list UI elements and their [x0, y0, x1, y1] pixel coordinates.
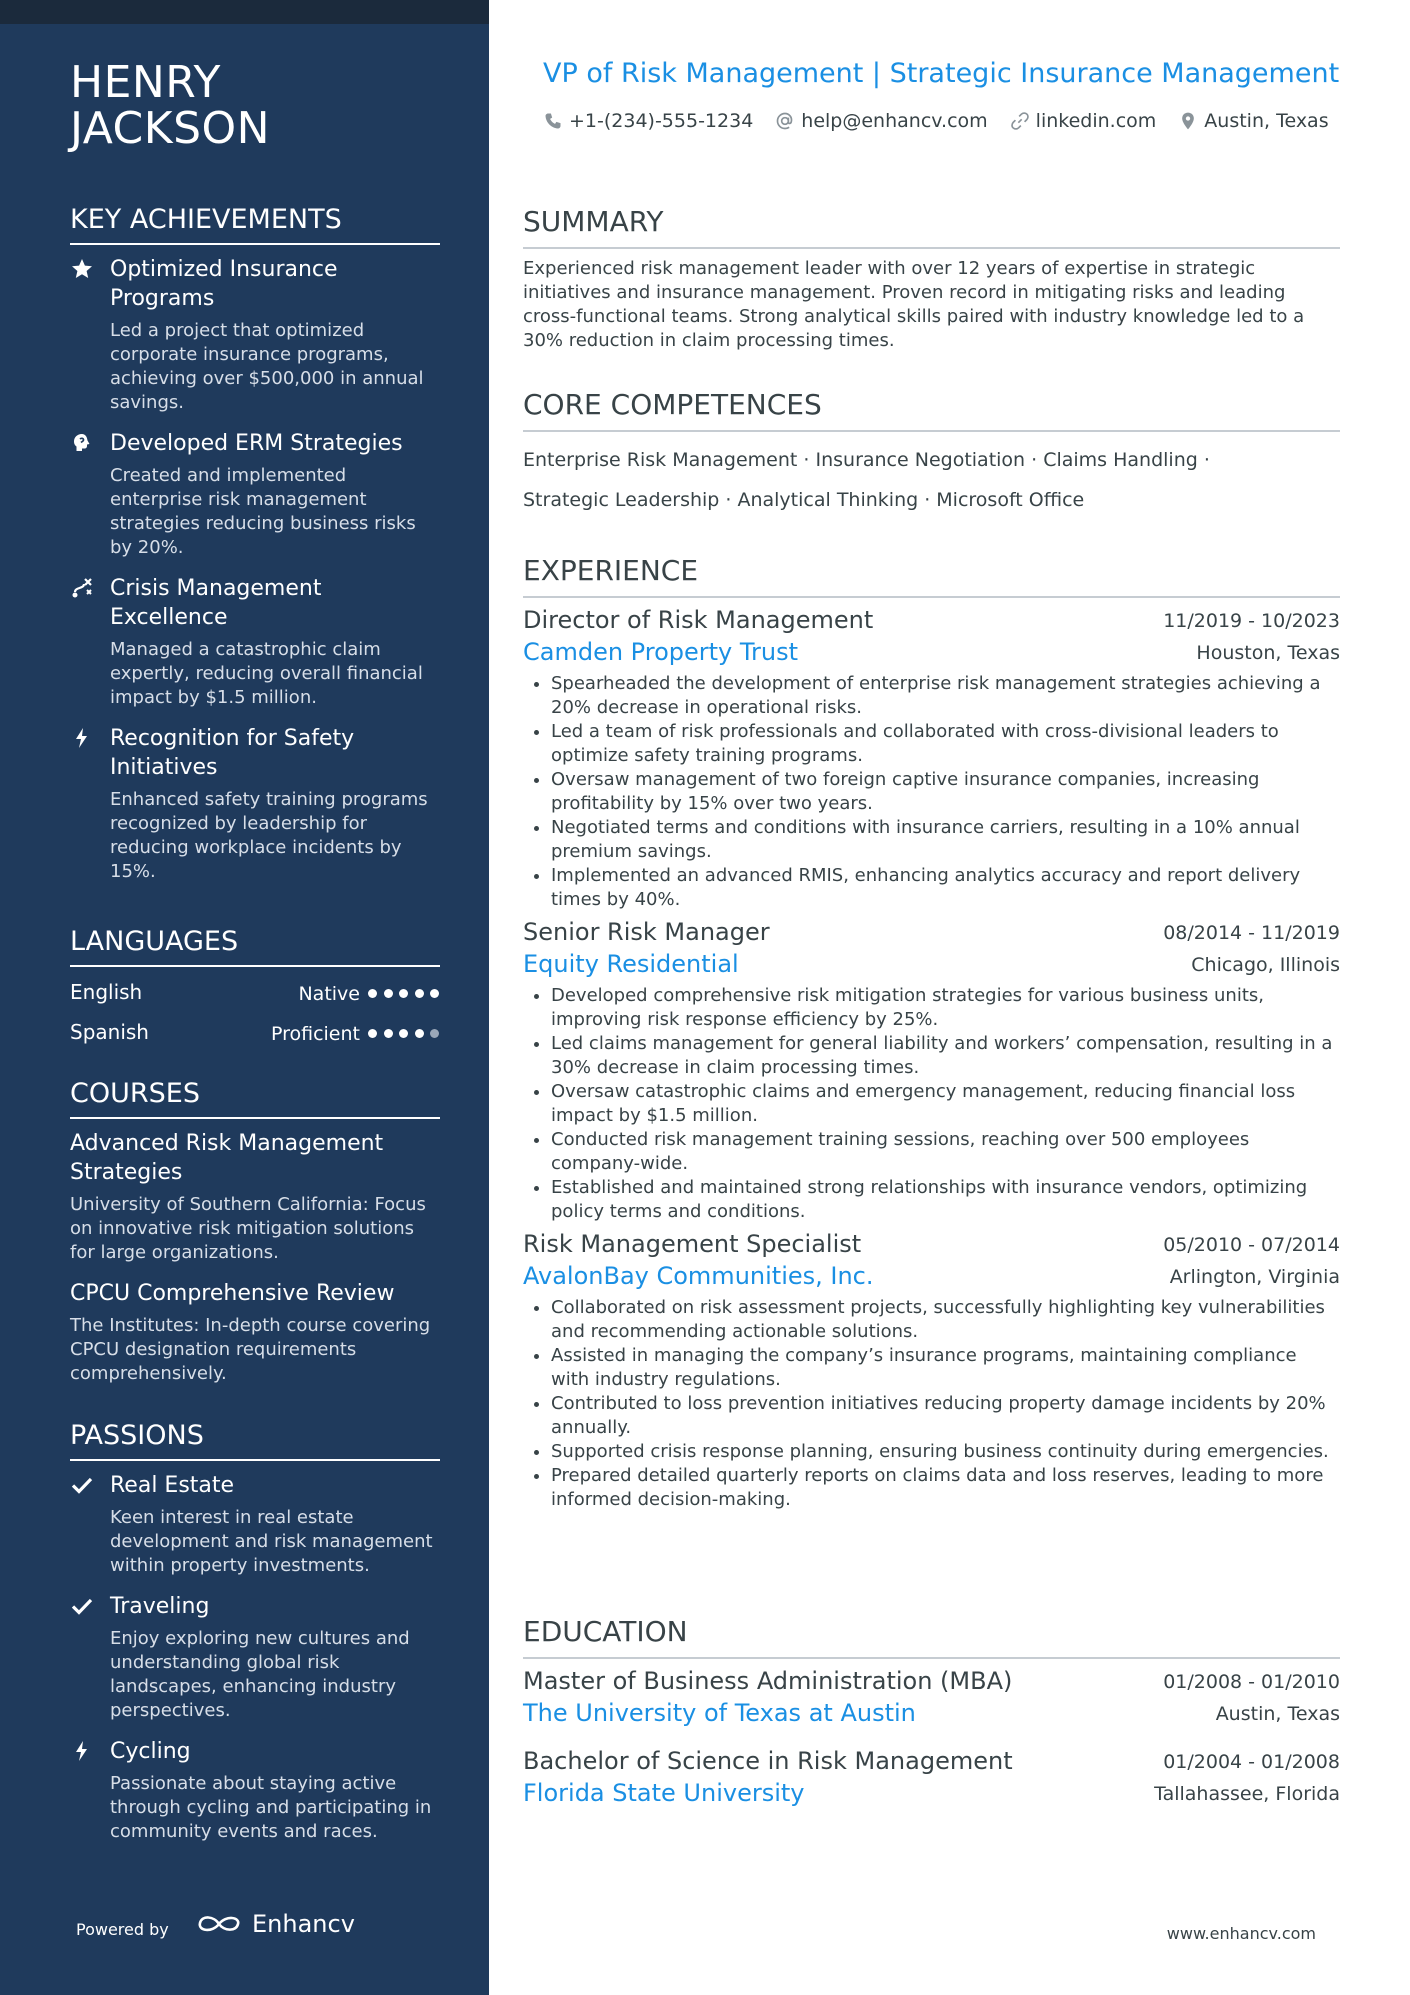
skills-line: Strategic Leadership · Analytical Thinking · Microsoft Office: [523, 489, 1085, 511]
powered-by-label: Powered by: [76, 1920, 169, 1939]
link-icon: [1010, 111, 1030, 131]
contact-bar: [543, 110, 1351, 132]
footer-url[interactable]: www.enhancv.com: [1166, 1924, 1316, 1943]
location-text: Austin, Texas: [1204, 110, 1329, 132]
education-location: Tallahassee, Florida: [1154, 1783, 1340, 1805]
route-icon: [70, 576, 94, 600]
proficiency-dot: [399, 989, 408, 998]
job-entry: [523, 1230, 1340, 1512]
proficiency-dot: [384, 1029, 393, 1038]
job-bullet: • Prepared detailed quarterly reports on claims data and loss reserves, leading to more informed decision-making.: [551, 1464, 1340, 1512]
proficiency-dot: [430, 1029, 439, 1038]
education-header: [523, 1747, 1340, 1779]
proficiency-dot: [384, 989, 393, 998]
passion-title: Traveling: [110, 1594, 210, 1619]
achievement-desc: Led a project that optimized corporate insurance programs, achieving over $500,000 in annual savings.: [110, 320, 424, 413]
achievement-title: Developed ERM Strategies: [110, 431, 403, 456]
job-entry: [523, 918, 1340, 1224]
job-bullet: • Conducted risk management training sessions, reaching over 500 employees company-wide.: [551, 1128, 1340, 1176]
proficiency-dots: [368, 1029, 440, 1039]
school: Florida State University: [523, 1779, 805, 1807]
school: The University of Texas at Austin: [523, 1699, 916, 1727]
passions-section: [70, 1419, 440, 1858]
proficiency-dot: [399, 1029, 408, 1038]
proficiency-dot: [430, 989, 439, 998]
passion-item: [70, 1471, 440, 1578]
contact-phone[interactable]: [543, 110, 753, 132]
first-name: HENRY: [70, 57, 221, 108]
job-role: Senior Risk Manager: [523, 918, 770, 946]
check-icon: [70, 1473, 94, 1497]
proficiency-dots: [368, 989, 440, 999]
job-subheader: [523, 1262, 1340, 1294]
job-location: Chicago, Illinois: [1191, 954, 1340, 976]
job-bullet: • Led a team of risk professionals and collaborated with cross-divisional leaders to optimize safety training programs.: [551, 720, 1340, 768]
course-desc: University of Southern California: Focus on innovative risk mitigation solutions for large organizations.: [70, 1194, 426, 1263]
job-bullet: • Developed comprehensive risk mitigation strategies for various business units, improving risk response efficiency by 25%.: [551, 984, 1340, 1032]
passion-desc: Keen interest in real estate development and risk management within property investments.: [110, 1507, 433, 1576]
language-row: [70, 1017, 440, 1057]
language-row: [70, 977, 440, 1017]
job-header: [523, 1230, 1340, 1262]
passion-desc: Passionate about staying active through cycling and participating in community events and races.: [110, 1773, 432, 1842]
course-title: CPCU Comprehensive Review: [70, 1281, 395, 1306]
sidebar: [0, 0, 489, 1995]
language-level: Proficient: [270, 1023, 360, 1045]
course-title: Advanced Risk Management Strategies: [70, 1131, 384, 1185]
degree: Master of Business Administration (MBA): [523, 1667, 1013, 1695]
job-role: Director of Risk Management: [523, 606, 874, 634]
language-level: Native: [298, 983, 360, 1005]
contact-location: [1178, 110, 1328, 132]
languages-title: LANGUAGES: [70, 925, 440, 967]
lightning-icon: [70, 726, 94, 750]
job-bullet: • Spearheaded the development of enterprise risk management strategies achieving a 20% decrease in operational risks.: [551, 672, 1340, 720]
achievement-desc: Created and implemented enterprise risk management strategies reducing business risks by 20%.: [110, 465, 416, 558]
candidate-name: [70, 57, 450, 154]
proficiency-dot: [415, 989, 424, 998]
job-bullet: • Collaborated on risk assessment projects, successfully highlighting key vulnerabilities and recommending actionable solutions.: [551, 1296, 1340, 1344]
education-dates: 01/2008 - 01/2010: [1163, 1671, 1340, 1693]
job-entry: [523, 606, 1340, 912]
achievements-section: [70, 203, 440, 898]
phone-icon: [543, 111, 563, 131]
brand-name: Enhancv: [252, 1910, 355, 1938]
education-subheader: [523, 1779, 1340, 1811]
achievement-item: [70, 724, 440, 884]
courses-title: COURSES: [70, 1077, 440, 1119]
education-section: [523, 1615, 1340, 1811]
lightning-icon: [70, 1739, 94, 1763]
job-company: Camden Property Trust: [523, 638, 798, 666]
course-desc: The Institutes: In-depth course covering CPCU designation requirements comprehensively.: [70, 1315, 431, 1384]
job-bullet: • Negotiated terms and conditions with insurance carriers, resulting in a 10% annual premium savings.: [551, 816, 1340, 864]
job-location: Houston, Texas: [1196, 642, 1340, 664]
achievement-title: Optimized Insurance Programs: [110, 257, 338, 311]
education-header: [523, 1667, 1340, 1699]
passion-desc: Enjoy exploring new cultures and understanding global risk landscapes, enhancing industry perspectives.: [110, 1628, 410, 1721]
phone-text: +1-(234)-555-1234: [569, 110, 754, 132]
summary-title: SUMMARY: [523, 205, 1340, 249]
degree: Bachelor of Science in Risk Management: [523, 1747, 1013, 1775]
job-bullets: [523, 1296, 1340, 1512]
competences-section: [523, 388, 1340, 520]
job-bullet: • Oversaw management of two foreign captive insurance companies, increasing profitability by 15% over two years.: [551, 768, 1340, 816]
proficiency-dot: [415, 1029, 424, 1038]
education-dates: 01/2004 - 01/2008: [1163, 1751, 1340, 1773]
check-icon: [70, 1594, 94, 1618]
job-subheader: [523, 638, 1340, 670]
infinity-logo-icon: [196, 1911, 242, 1937]
brain-icon: [70, 431, 94, 455]
job-bullet: • Supported crisis response planning, ensuring business continuity during emergencies.: [551, 1440, 1340, 1464]
job-bullet: • Established and maintained strong relationships with insurance vendors, optimizing policy terms and conditions.: [551, 1176, 1340, 1224]
summary-section: [523, 205, 1340, 353]
achievements-title: KEY ACHIEVEMENTS: [70, 203, 440, 245]
languages-section: [70, 925, 440, 1057]
experience-title: EXPERIENCE: [523, 554, 1340, 598]
job-bullets: [523, 984, 1340, 1224]
job-bullet: • Contributed to loss prevention initiatives reducing property damage incidents by 20% annually.: [551, 1392, 1340, 1440]
job-bullet: • Implemented an advanced RMIS, enhancing analytics accuracy and report delivery times by 40%.: [551, 864, 1340, 912]
location-pin-icon: [1178, 111, 1198, 131]
job-subheader: [523, 950, 1340, 982]
language-name: English: [70, 980, 143, 1004]
job-bullet: • Led claims management for general liability and workers’ compensation, resulting in a 30% decrease in claim processing times.: [551, 1032, 1340, 1080]
education-entry: [523, 1667, 1340, 1731]
passion-title: Cycling: [110, 1739, 191, 1764]
enhancv-logo[interactable]: [196, 1910, 355, 1938]
job-role: Risk Management Specialist: [523, 1230, 862, 1258]
contact-linkedin[interactable]: [1010, 110, 1157, 132]
experience-section: [523, 554, 1340, 1512]
education-entry: [523, 1747, 1340, 1811]
at-icon: [775, 111, 795, 131]
star-icon: [70, 257, 94, 281]
course-item: [70, 1279, 440, 1386]
skills-line: Enterprise Risk Management · Insurance Negotiation · Claims Handling ·: [523, 449, 1210, 471]
job-company: Equity Residential: [523, 950, 739, 978]
email-text: help@enhancv.com: [801, 110, 988, 132]
job-dates: 11/2019 - 10/2023: [1163, 610, 1340, 632]
job-location: Arlington, Virginia: [1169, 1266, 1340, 1288]
sidebar-top-bar: [0, 0, 489, 24]
achievement-item: [70, 255, 440, 415]
passion-item: [70, 1592, 440, 1723]
proficiency-dot: [368, 989, 377, 998]
job-dates: 05/2010 - 07/2014: [1163, 1234, 1340, 1256]
education-location: Austin, Texas: [1215, 1703, 1340, 1725]
passion-title: Real Estate: [110, 1473, 235, 1498]
job-header: [523, 606, 1340, 638]
last-name: JACKSON: [70, 103, 271, 154]
contact-email[interactable]: [775, 110, 987, 132]
achievement-desc: Enhanced safety training programs recognized by leadership for reducing workplace incidents by 15%.: [110, 789, 428, 882]
passion-item: [70, 1737, 440, 1844]
linkedin-text: linkedin.com: [1035, 110, 1157, 132]
course-item: [70, 1129, 440, 1265]
education-subheader: [523, 1699, 1340, 1731]
job-header: [523, 918, 1340, 950]
proficiency-dot: [368, 1029, 377, 1038]
job-bullets: [523, 672, 1340, 912]
passions-title: PASSIONS: [70, 1419, 440, 1461]
achievement-item: [70, 574, 440, 710]
summary-text: Experienced risk management leader with over 12 years of expertise in strategic initiatives and insurance management. Proven record in mitigating risks and leading cross-functional teams. Strong analytical skills paired with industry knowledge led to a 30% reduction in claim processing times.: [523, 258, 1305, 351]
job-bullet: • Assisted in managing the company’s insurance programs, maintaining compliance with industry regulations.: [551, 1344, 1340, 1392]
education-title: EDUCATION: [523, 1615, 1340, 1659]
language-name: Spanish: [70, 1020, 149, 1044]
job-dates: 08/2014 - 11/2019: [1163, 922, 1340, 944]
achievement-desc: Managed a catastrophic claim expertly, reducing overall financial impact by $1.5 million.: [110, 639, 423, 708]
job-company: AvalonBay Communities, Inc.: [523, 1262, 874, 1290]
courses-section: [70, 1077, 440, 1400]
achievement-item: [70, 429, 440, 560]
competences-title: CORE COMPETENCES: [523, 388, 1340, 432]
achievement-title: Crisis Management Excellence: [110, 576, 322, 630]
headline: VP of Risk Management | Strategic Insurance Management: [543, 58, 1340, 89]
job-bullet: • Oversaw catastrophic claims and emergency management, reducing financial loss impact by $1.5 million.: [551, 1080, 1340, 1128]
achievement-title: Recognition for Safety Initiatives: [110, 726, 355, 780]
